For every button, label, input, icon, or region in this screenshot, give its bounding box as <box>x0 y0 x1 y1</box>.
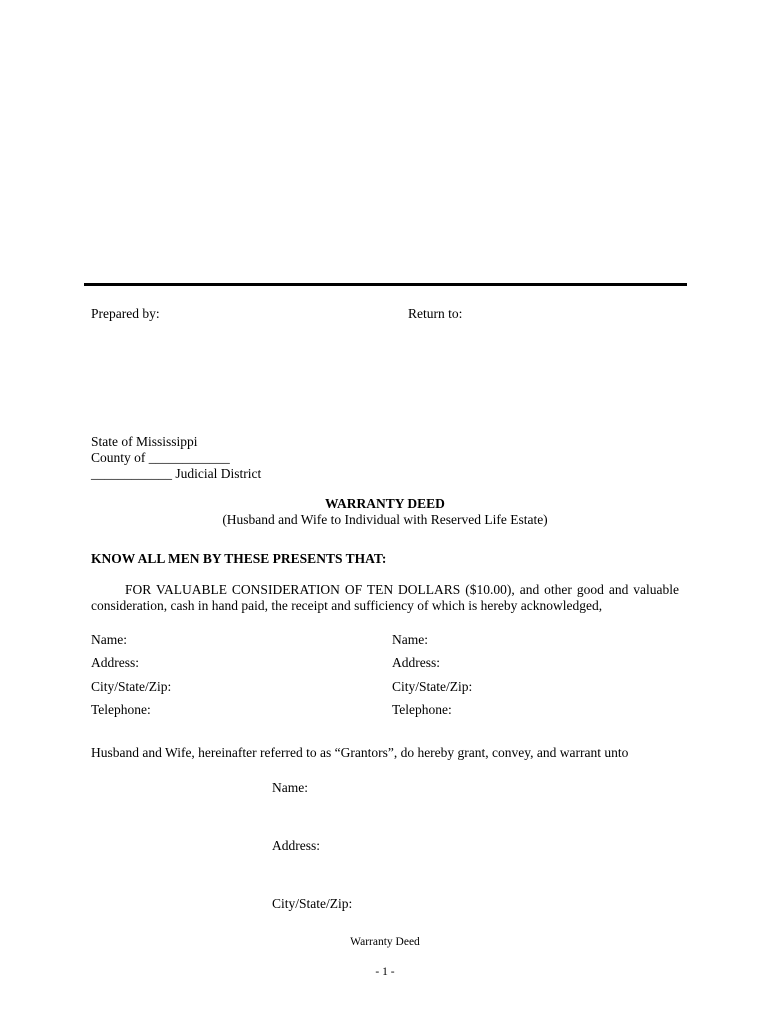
grant-clause: Husband and Wife, hereinafter referred to as “Grantors”, do hereby grant, convey, and warrant unto <box>91 745 629 760</box>
intro-heading: KNOW ALL MEN BY THESE PRESENTS THAT: <box>91 551 387 566</box>
prepared-by-label: Prepared by: <box>91 306 160 321</box>
county-line: County of ____________ <box>91 450 230 465</box>
grantor2-address-label: Address: <box>392 655 440 670</box>
grantor2-name-label: Name: <box>392 632 428 647</box>
footer-label: Warranty Deed <box>350 936 420 948</box>
document-title: WARRANTY DEED <box>325 496 445 511</box>
consideration-paragraph: FOR VALUABLE CONSIDERATION OF TEN DOLLARS ($10.00), and other good and valuable consideration, cash in hand paid, the receipt and sufficiency of which is hereby acknowledged, <box>91 582 679 613</box>
grantee-address-label: Address: <box>272 838 320 853</box>
grantee-name-label: Name: <box>272 780 308 795</box>
grantor1-city-label: City/State/Zip: <box>91 679 172 694</box>
grantor1-name-label: Name: <box>91 632 127 647</box>
district-line: ____________ Judicial District <box>91 466 262 481</box>
grantor1-telephone-label: Telephone: <box>91 702 151 717</box>
grantor1-address-label: Address: <box>91 655 139 670</box>
state-line: State of Mississippi <box>91 434 198 449</box>
header-rule <box>84 283 687 286</box>
grantee-city-label: City/State/Zip: <box>272 896 353 911</box>
grantor2-city-label: City/State/Zip: <box>392 679 473 694</box>
grantor2-telephone-label: Telephone: <box>392 702 452 717</box>
return-to-label: Return to: <box>408 306 463 321</box>
document-subtitle: (Husband and Wife to Individual with Reserved Life Estate) <box>222 512 548 527</box>
page-number: - 1 - <box>375 966 395 978</box>
